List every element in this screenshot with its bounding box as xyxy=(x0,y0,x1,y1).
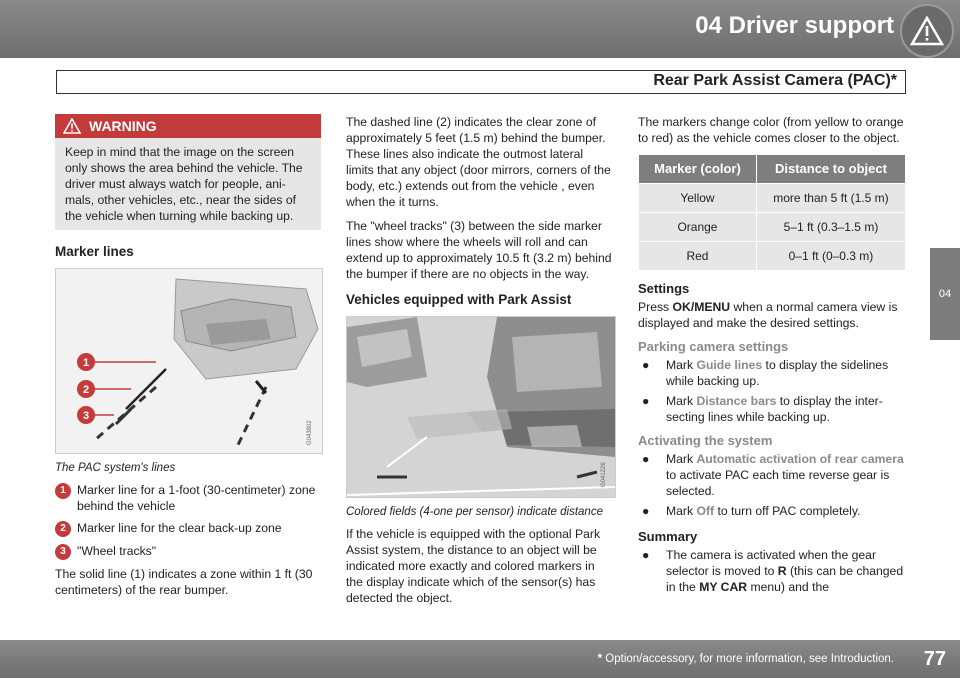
column-3 xyxy=(638,114,906,599)
column-2 xyxy=(346,114,614,614)
list-item xyxy=(55,520,321,537)
callout-1: 1 xyxy=(82,357,90,369)
list-item: ● Mark Distance bars to display the inter-secting lines while backing up. xyxy=(642,394,883,424)
activating-heading: Activating the system xyxy=(638,433,773,448)
figure-caption: The PAC system's lines xyxy=(55,462,176,474)
figure-code: G041226 xyxy=(601,462,607,487)
list-item xyxy=(55,543,321,560)
paragraph-park-assist: If the vehicle is equipped with the optional Park Assist system, the distance to an object will be indicated more exactly and colored markers in the display indicate which of the sensor(s) has detected the object. xyxy=(346,527,601,605)
list-item: ● Mark Automatic activation of rear camera to activate PAC each time reverse gear is selected. xyxy=(642,452,904,498)
page-number: 77 xyxy=(923,648,946,670)
list-item: ● Mark Off to turn off PAC completely. xyxy=(642,504,861,518)
marker-distance-table xyxy=(638,154,906,271)
markers-intro: The markers change color (from yellow to orange to red) as the vehicle comes closer to the object. xyxy=(638,115,904,145)
footnote: * Option/accessory, for more information, see Introduction. xyxy=(597,653,894,665)
number-badge: 2 xyxy=(55,521,71,537)
table-cell: 5–1 ft (0.3–1.5 m) xyxy=(756,213,905,242)
chapter-header xyxy=(0,0,960,58)
table-header: Marker (color) xyxy=(639,155,757,184)
marker-lines-heading: Marker lines xyxy=(55,244,134,259)
table-row xyxy=(639,184,906,213)
solid-line-text: The solid line (1) indicates a zone within 1 ft (30 centimeters) of the rear bumper. xyxy=(55,567,313,597)
settings-heading: Settings xyxy=(638,281,690,296)
figure-code: G043802 xyxy=(307,420,313,445)
figure-caption: Colored fields (4-one per sensor) indicate distance xyxy=(346,506,603,518)
auto-activation-option: Automatic activation of rear camera xyxy=(696,452,904,466)
ok-menu-key: OK/MENU xyxy=(672,300,731,314)
list-item-text: "Wheel tracks" xyxy=(77,544,157,558)
section-title: Rear Park Assist Camera (PAC)* xyxy=(653,72,897,89)
chapter-tab: 04 xyxy=(930,248,960,340)
paragraph-dashed-line: The dashed line (2) indicates the clear zone of approximately 5 feet (1.5 m) behind the bumper. These lines also indicate the outmost lateral limits that any object (door mirrors, corners of the body, etc.) extends out from the vehicle , even when the it turns. xyxy=(346,115,611,209)
callout-2: 2 xyxy=(82,384,90,396)
list-item-text: Marker line for the clear back-up zone xyxy=(77,521,282,535)
number-badge: 1 xyxy=(55,483,71,499)
guide-lines-option: Guide lines xyxy=(696,358,763,372)
list-item-text: Marker line for a 1-foot (30-centimeter) zone behind the vehicle xyxy=(77,483,316,513)
page-footer xyxy=(0,640,960,678)
table-row xyxy=(639,242,906,271)
off-option: Off xyxy=(696,504,715,518)
chapter-title: 04 Driver support xyxy=(695,12,894,39)
table-row xyxy=(639,213,906,242)
table-cell: Red xyxy=(639,242,757,271)
list-item xyxy=(55,482,321,514)
table-cell: 0–1 ft (0–0.3 m) xyxy=(756,242,905,271)
table-cell: Yellow xyxy=(639,184,757,213)
section-header xyxy=(56,70,906,94)
warning-text: Keep in mind that the image on the screen only shows the area behind the vehicle. The driver must always watch for people, ani-mals, other vehicles, etc., near the sides of the vehicle when turning while backing up. xyxy=(55,138,321,230)
settings-text: Press OK/MENU when a normal camera view is displayed and make the desired settings. xyxy=(638,300,898,330)
warning-header xyxy=(55,114,321,138)
parking-camera-settings-heading: Parking camera settings xyxy=(638,339,789,354)
warning-title: WARNING xyxy=(89,118,157,134)
table-cell: Orange xyxy=(639,213,757,242)
pac-lines-figure xyxy=(55,268,323,454)
list-item: ● Mark Guide lines to display the sidelines while backing up. xyxy=(642,358,889,388)
number-badge: 3 xyxy=(55,544,71,560)
warning-triangle-icon xyxy=(900,4,954,58)
distance-bars-option: Distance bars xyxy=(696,394,777,408)
callout-3: 3 xyxy=(82,410,90,422)
column-1 xyxy=(55,114,321,606)
park-assist-figure xyxy=(346,316,616,498)
list-item: ● The camera is activated when the gear selector is moved to R (this can be changed in the MY CAR menu) and the xyxy=(642,548,904,594)
table-header: Distance to object xyxy=(756,155,905,184)
summary-heading: Summary xyxy=(638,529,698,544)
table-cell: more than 5 ft (1.5 m) xyxy=(756,184,905,213)
paragraph-wheel-tracks: The "wheel tracks" (3) between the side marker lines show where the wheels will roll and can extend up to approximately 10.5 ft (3.2 m) behind the bumper if there are no objects in the way. xyxy=(346,219,612,281)
warning-icon xyxy=(63,118,81,134)
park-assist-heading: Vehicles equipped with Park Assist xyxy=(346,292,572,307)
